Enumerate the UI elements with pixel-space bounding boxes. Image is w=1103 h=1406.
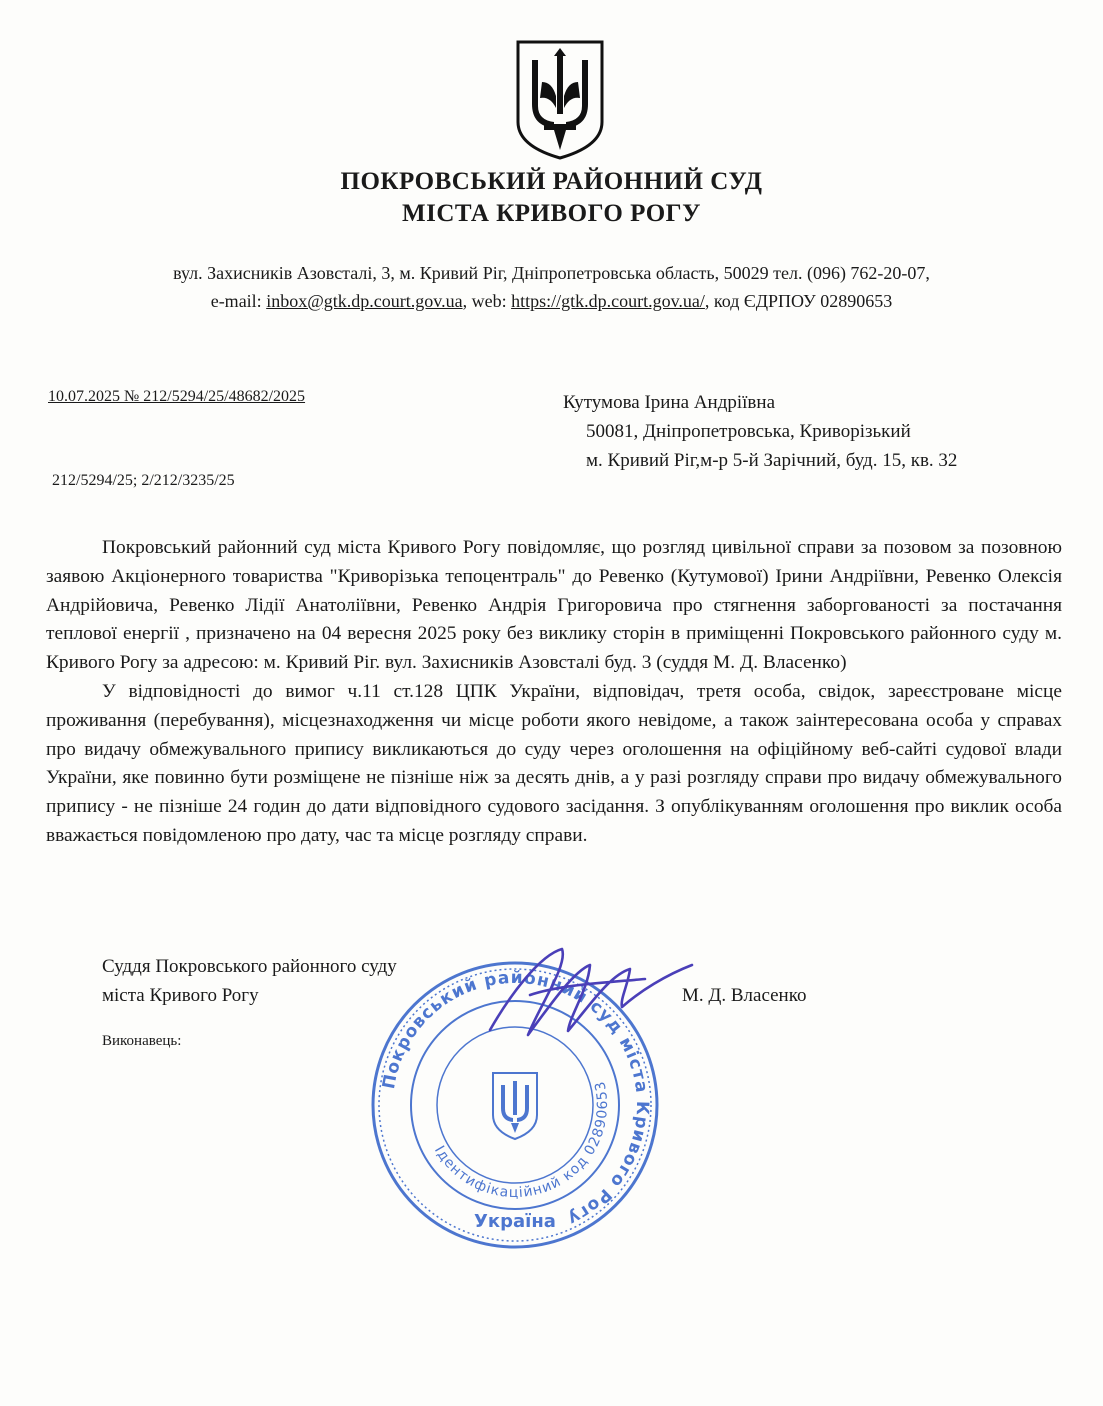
email-link[interactable]: inbox@gtk.dp.court.gov.ua <box>266 291 463 311</box>
email-label: e-mail: <box>210 291 267 311</box>
letter-body <box>46 534 1062 851</box>
court-name-line1: ПОКРОВСЬКИЙ РАЙОННИЙ СУД <box>340 168 763 195</box>
stamp-country: Україна <box>474 1211 556 1232</box>
court-contacts <box>0 291 1103 312</box>
recipient-name: Кутумова Ірина Андріївна <box>563 392 776 413</box>
executor-label: Виконавець: <box>102 1033 182 1049</box>
judge-title-line1: Суддя Покровського районного суду <box>102 956 397 977</box>
court-address: вул. Захисників Азовсталі, 3, м. Кривий Ріг, Дніпропетровська область, 50029 тел. (096) 762-20-07, <box>173 263 930 283</box>
judge-title-line2: міста Кривого Рогу <box>102 985 259 1006</box>
outgoing-reference: 10.07.2025 № 212/5294/25/48682/2025 <box>48 388 306 405</box>
stamp-outer-text: Покровський районний суд міста Кривого Рогу <box>378 967 653 1230</box>
body-paragraph-2: У відповідності до вимог ч.11 ст.128 ЦПК України, відповідач, третя особа, свідок, зареєстроване місце проживання (перебування), місцезнаходження чи місце роботи якого невідоме, а також заінтересована особа у справах про видачу обмежувального припису викликаються до суду через оголошення на офіційному веб-сайті судової влади України, яке повинно бути розміщене не пізніше ніж за десять днів, а у разі розгляду справи про видачу обмежувального припису - не пізніше 24 годин до дати відповідного судового засідання. З опублікуванням оголошення про виклик особа вважається повідомленою про дату, час та місце розгляду справи. <box>46 680 1062 846</box>
recipient-address-line1: 50081, Дніпропетровська, Криворізький <box>586 421 911 442</box>
judge-signature-icon <box>470 935 700 1050</box>
stamp-inner-text: Ідентифікаційний код 02890653 <box>430 1079 612 1202</box>
case-numbers: 212/5294/25; 2/212/3235/25 <box>52 472 235 489</box>
body-paragraph-1: Покровський районний суд міста Кривого Рогу повідомляє, що розгляд цивільної справи за позовом за позовною заявою Акціонерного товариства "Криворізька тепоцентраль" до Ревенко (Кутумової) Ірини Андріївни, Ревенко Олексія Андрійовича, Ревенко Лідії Анатоліївни, Ревенко Андрія Григоровича про стягнення заборгованості за постачання теплової енергії , призначено на 04 вересня 2025 року без виклику сторін в приміщенні Покровського районного суду м. Кривого Рогу за адресою: м. Кривий Ріг. вул. Захисників Азовсталі буд. 3 (суддя М. Д. Власенко) <box>46 537 1062 674</box>
court-name-line2: МІСТА КРИВОГО РОГУ <box>402 200 701 227</box>
edrpou-code: , код ЄДРПОУ 02890653 <box>704 291 893 311</box>
judge-name: М. Д. Власенко <box>682 985 807 1006</box>
web-link[interactable]: https://gtk.dp.court.gov.ua/ <box>511 291 705 311</box>
web-label: , web: <box>462 291 512 311</box>
recipient-address-line2: м. Кривий Ріг,м-р 5-й Зарічний, буд. 15, кв. 32 <box>586 450 958 471</box>
coat-of-arms-icon <box>514 38 606 162</box>
